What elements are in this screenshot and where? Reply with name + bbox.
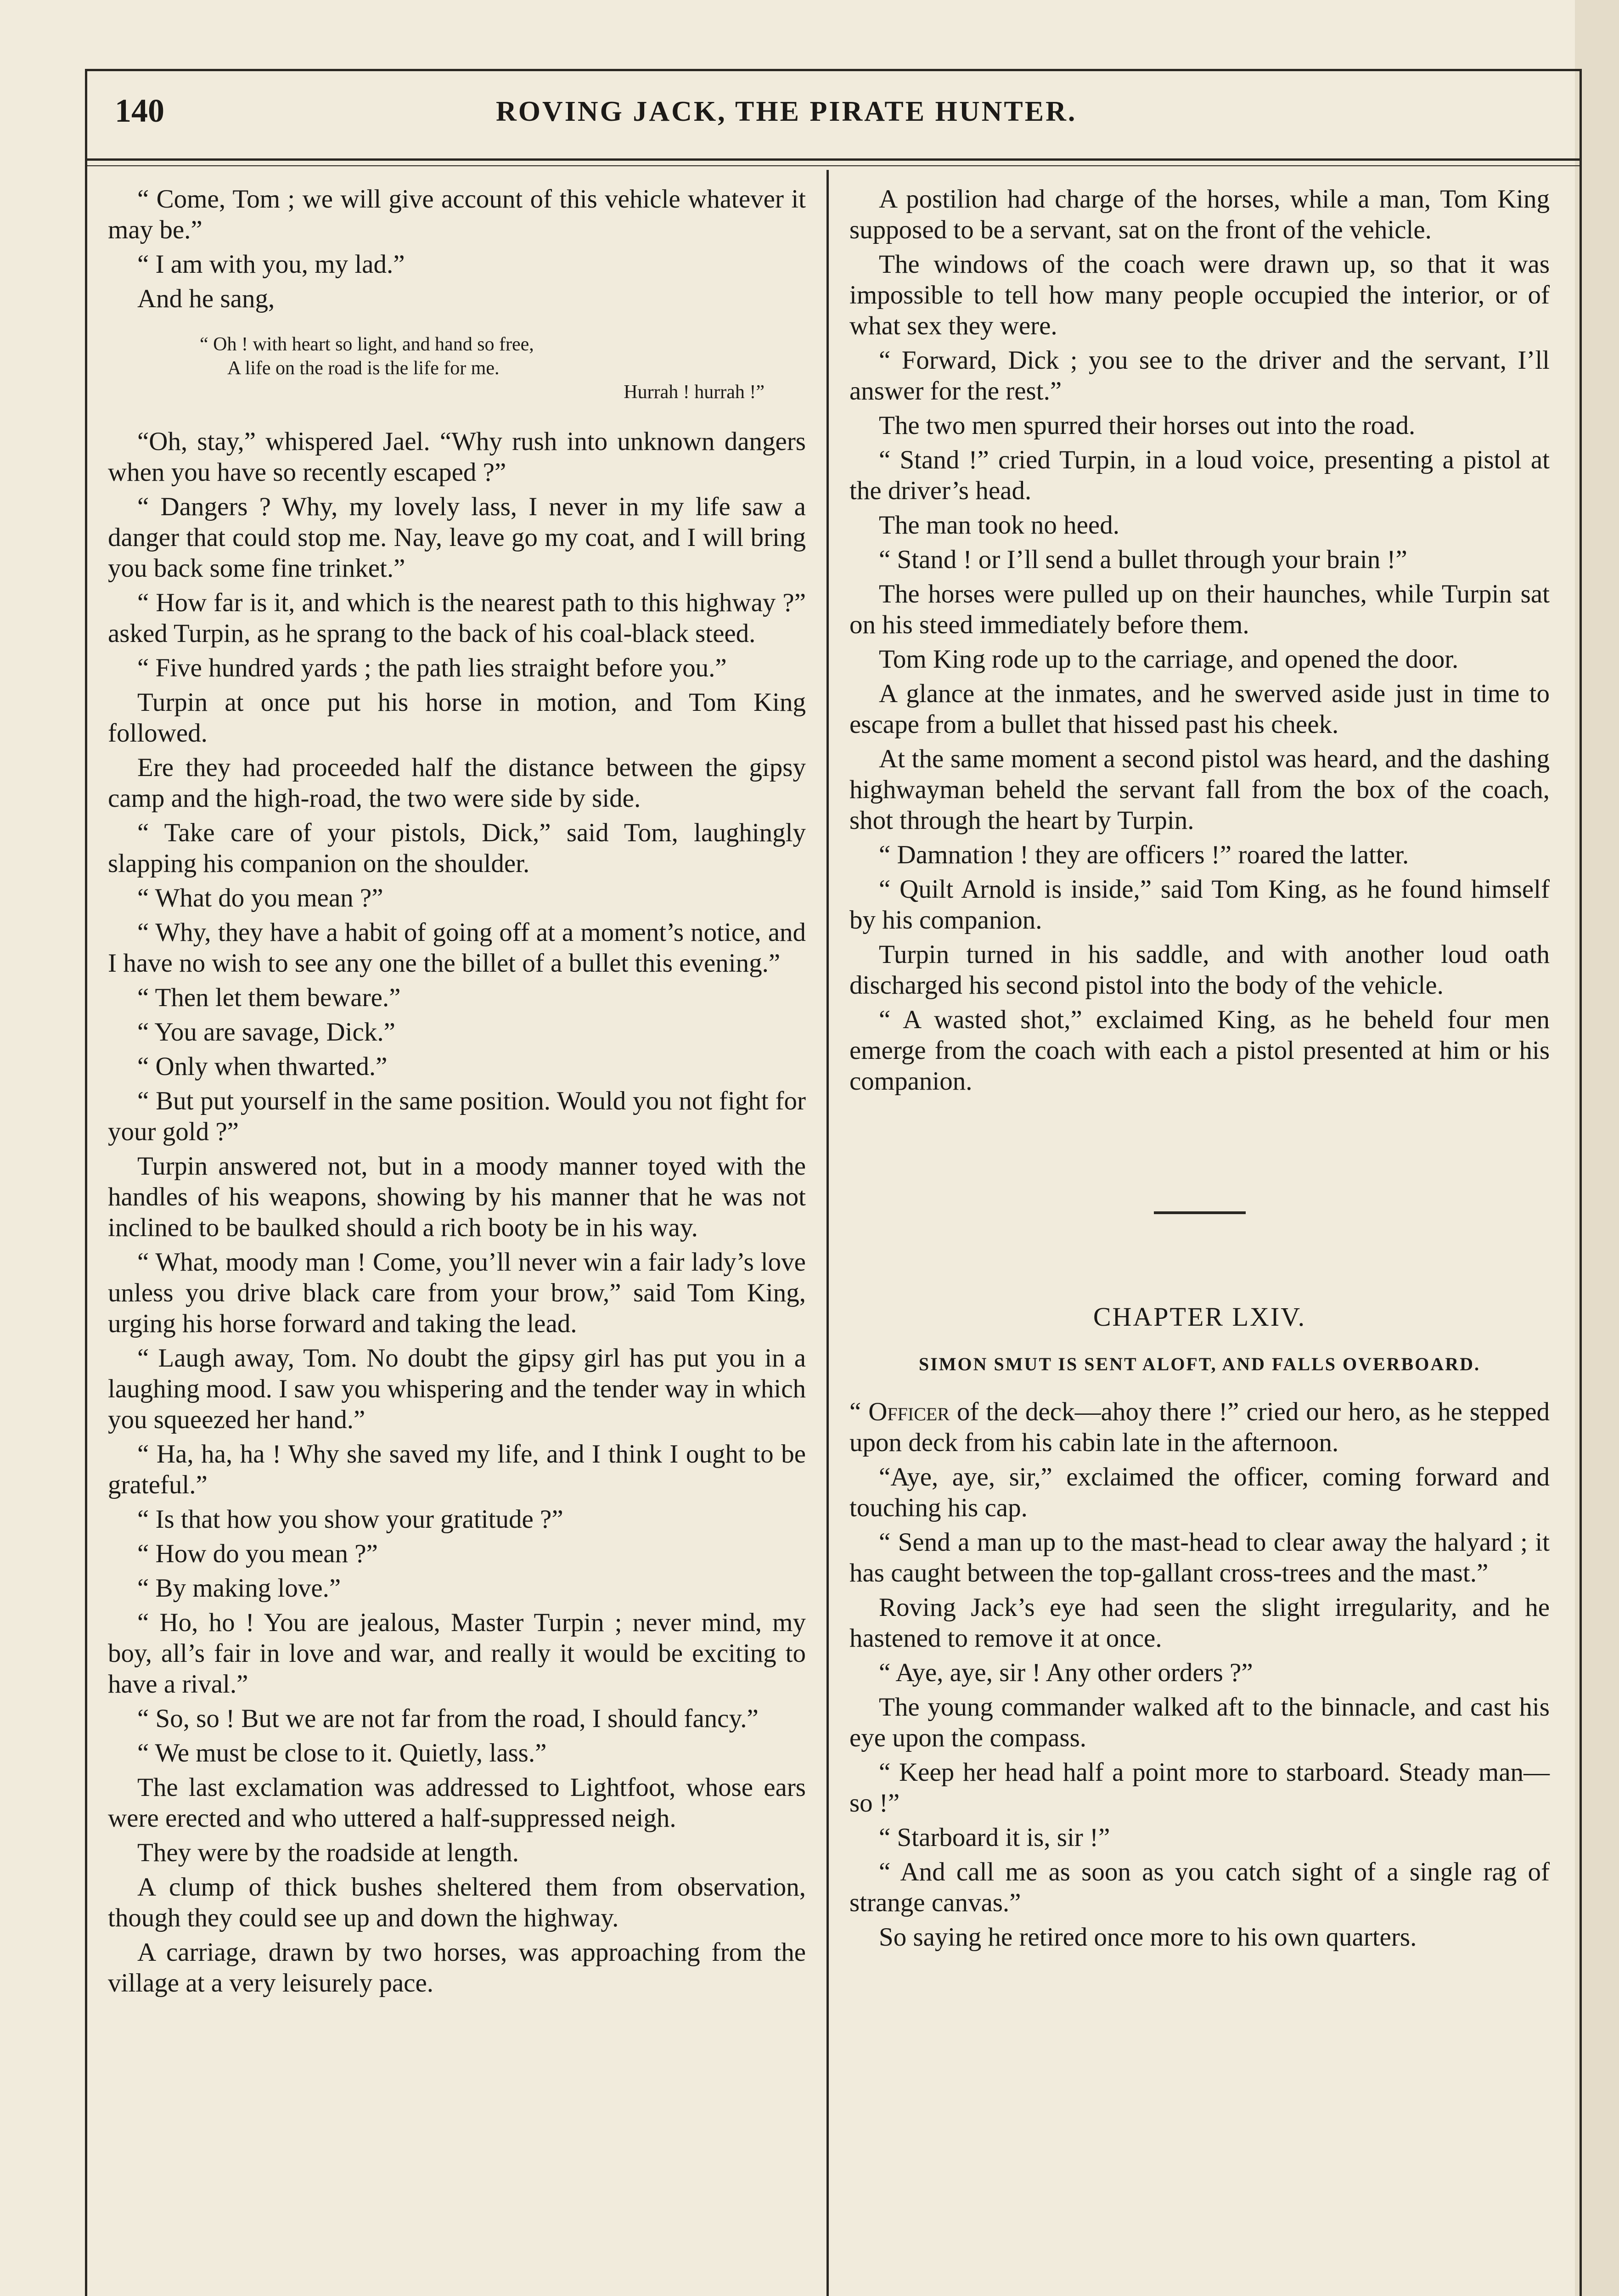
paragraph: “ Five hundred yards ; the path lies straight before you.” xyxy=(137,653,727,682)
paragraph: At the same moment a second pistol was heard, and the dashing highwayman beheld the servant fall from the box of the coach, shot through the heart by Turpin. xyxy=(849,744,1550,835)
paragraph: “ I am with you, my lad.” xyxy=(137,250,405,279)
paragraph: “ Starboard it is, sir !” xyxy=(879,1823,1110,1852)
section-divider-rule xyxy=(1154,1211,1246,1214)
paragraph: A clump of thick bushes sheltered them from observation, though they could see up and down the highway. xyxy=(108,1873,806,1932)
paragraph: “ But put yourself in the same position. Would you not fight for your gold ?” xyxy=(108,1086,806,1146)
paragraph: “ By making love.” xyxy=(137,1574,341,1603)
paragraph: The last exclamation was addressed to Lightfoot, whose ears were erected and who uttered a half-suppressed neigh. xyxy=(108,1773,806,1833)
paragraph: “ Only when thwarted.” xyxy=(137,1052,388,1081)
verse-line: “ Oh ! with heart so light, and hand so free, xyxy=(200,334,534,355)
paragraph: “ Stand !” cried Turpin, in a loud voice, presenting a pistol at the driver’s head. xyxy=(849,445,1550,505)
paragraph: The two men spurred their horses out into the road. xyxy=(879,411,1416,440)
paragraph: “Oh, stay,” whispered Jael. “Why rush into unknown dangers when you have so recently escaped ?” xyxy=(108,427,806,487)
paragraph: “ Quilt Arnold is inside,” said Tom King, as he found himself by his companion. xyxy=(849,875,1550,934)
paragraph: “ We must be close to it. Quietly, lass.” xyxy=(137,1739,547,1767)
paragraph: “ Then let them beware.” xyxy=(137,983,401,1012)
paragraph: Tom King rode up to the carriage, and opened the door. xyxy=(879,645,1459,674)
paragraph: “ What, moody man ! Come, you’ll never win a fair lady’s love unless you drive black care from your brow,” said Tom King, urging his horse forward and taking the lead. xyxy=(108,1248,806,1338)
paragraph: “ Come, Tom ; we will give account of this vehicle whatever it may be.” xyxy=(108,185,806,244)
header-rule xyxy=(85,158,1582,161)
left-column xyxy=(108,184,806,2002)
paragraph: Turpin at once put his horse in motion, and Tom King followed. xyxy=(108,688,806,748)
chapter-heading: CHAPTER LXIV. xyxy=(1093,1302,1306,1332)
chapter-opening-paragraph xyxy=(849,1396,1550,1458)
paragraph: A postilion had charge of the horses, while a man, Tom King supposed to be a servant, sat on the front of the vehicle. xyxy=(849,185,1550,244)
paragraph: “ Keep her head half a point more to starboard. Steady man—so !” xyxy=(849,1758,1550,1818)
column-divider xyxy=(826,170,829,2296)
paragraph: “ So, so ! But we are not far from the road, I should fancy.” xyxy=(137,1704,759,1733)
paragraph: The windows of the coach were drawn up, so that it was impossible to tell how many people occupied the interior, or of what sex they were. xyxy=(849,250,1550,340)
paragraph: Roving Jack’s eye had seen the slight irregularity, and he hastened to remove it at once. xyxy=(849,1593,1550,1653)
paragraph: “ Take care of your pistols, Dick,” said Tom, laughingly slapping his companion on the shoulder. xyxy=(108,818,806,878)
header-rule-thin xyxy=(85,165,1582,166)
paragraph: “ Forward, Dick ; you see to the driver and the servant, I’ll answer for the rest.” xyxy=(849,346,1550,405)
paragraph: “Aye, aye, sir,” exclaimed the officer, coming forward and touching his cap. xyxy=(849,1463,1550,1522)
song-verse xyxy=(108,332,806,404)
paragraph: “ Ha, ha, ha ! Why she saved my life, and I think I ought to be grateful.” xyxy=(108,1440,806,1499)
paragraph: Turpin answered not, but in a moody manner toyed with the handles of his weapons, showing by his manner that he was not inclined to be baulked should a rich booty be in his way. xyxy=(108,1152,806,1242)
paragraph: “ Ho, ho ! You are jealous, Master Turpin ; never mind, my boy, all’s fair in love and war, and really it would be exciting to have a rival.” xyxy=(108,1608,806,1699)
paragraph: “ Dangers ? Why, my lovely lass, I never in my life saw a danger that could stop me. Nay, leave go my coat, and I will bring you back some fine trinket.” xyxy=(108,492,806,583)
paragraph: “ Laugh away, Tom. No doubt the gipsy girl has put you in a laughing mood. I saw you whispering and the tender way in which you squeezed her hand.” xyxy=(108,1344,806,1434)
paragraph: They were by the roadside at length. xyxy=(137,1838,519,1867)
paragraph: “ A wasted shot,” exclaimed King, as he beheld four men emerge from the coach with each a pistol presented at him or his companion. xyxy=(849,1005,1550,1096)
paragraph: A carriage, drawn by two horses, was approaching from the village at a very leisurely pace. xyxy=(108,1938,806,1998)
paragraph: “ Send a man up to the mast-head to clear away the halyard ; it has caught between the top-gallant cross-trees and the mast.” xyxy=(849,1528,1550,1587)
chapter-subtitle: SIMON SMUT IS SENT ALOFT, AND FALLS OVERBOARD. xyxy=(918,1354,1481,1374)
right-column xyxy=(849,184,1550,1956)
paragraph: “ What do you mean ?” xyxy=(137,884,383,912)
paragraph: “ How do you mean ?” xyxy=(137,1539,378,1568)
paragraph: “ Stand ! or I’ll send a bullet through your brain !” xyxy=(879,545,1407,574)
paragraph: The young commander walked aft to the binnacle, and cast his eye upon the compass. xyxy=(849,1693,1550,1752)
verse-line: Hurrah ! hurrah !” xyxy=(624,382,765,403)
paragraph: And he sang, xyxy=(137,284,275,313)
paragraph: “ And call me as soon as you catch sight of a single rag of strange canvas.” xyxy=(849,1857,1550,1917)
paragraph: The horses were pulled up on their haunches, while Turpin sat on his steed immediately before them. xyxy=(849,580,1550,639)
paragraph: “ Damnation ! they are officers !” roared the latter. xyxy=(879,840,1409,869)
running-title: ROVING JACK, THE PIRATE HUNTER. xyxy=(496,96,1077,127)
paragraph: So saying he retired once more to his own quarters. xyxy=(879,1923,1417,1952)
verse-line: A life on the road is the life for me. xyxy=(227,358,500,379)
paragraph: Turpin turned in his saddle, and with another loud oath discharged his second pistol into the body of the vehicle. xyxy=(849,940,1550,1000)
paragraph: The man took no heed. xyxy=(879,511,1119,540)
paragraph: “ You are savage, Dick.” xyxy=(137,1018,395,1047)
paragraph: “ Aye, aye, sir ! Any other orders ?” xyxy=(879,1658,1253,1687)
paragraph: “ How far is it, and which is the nearest path to this highway ?” asked Turpin, as he sprang to the back of his coal-black steed. xyxy=(108,588,806,648)
paragraph: A glance at the inmates, and he swerved aside just in time to escape from a bullet that hissed past his cheek. xyxy=(849,679,1550,739)
opening-word: “ Officer xyxy=(849,1397,950,1426)
paragraph: Ere they had proceeded half the distance between the gipsy camp and the high-road, the two were side by side. xyxy=(108,753,806,813)
paragraph: “ Is that how you show your gratitude ?” xyxy=(137,1505,563,1534)
paragraph: “ Why, they have a habit of going off at a moment’s notice, and I have no wish to see any one the billet of a bullet this evening.” xyxy=(108,918,806,978)
opening-text: of the deck—ahoy there !” cried our hero, as he stepped upon deck from his cabin late in the afternoon. xyxy=(849,1397,1550,1457)
page-number: 140 xyxy=(115,92,164,129)
